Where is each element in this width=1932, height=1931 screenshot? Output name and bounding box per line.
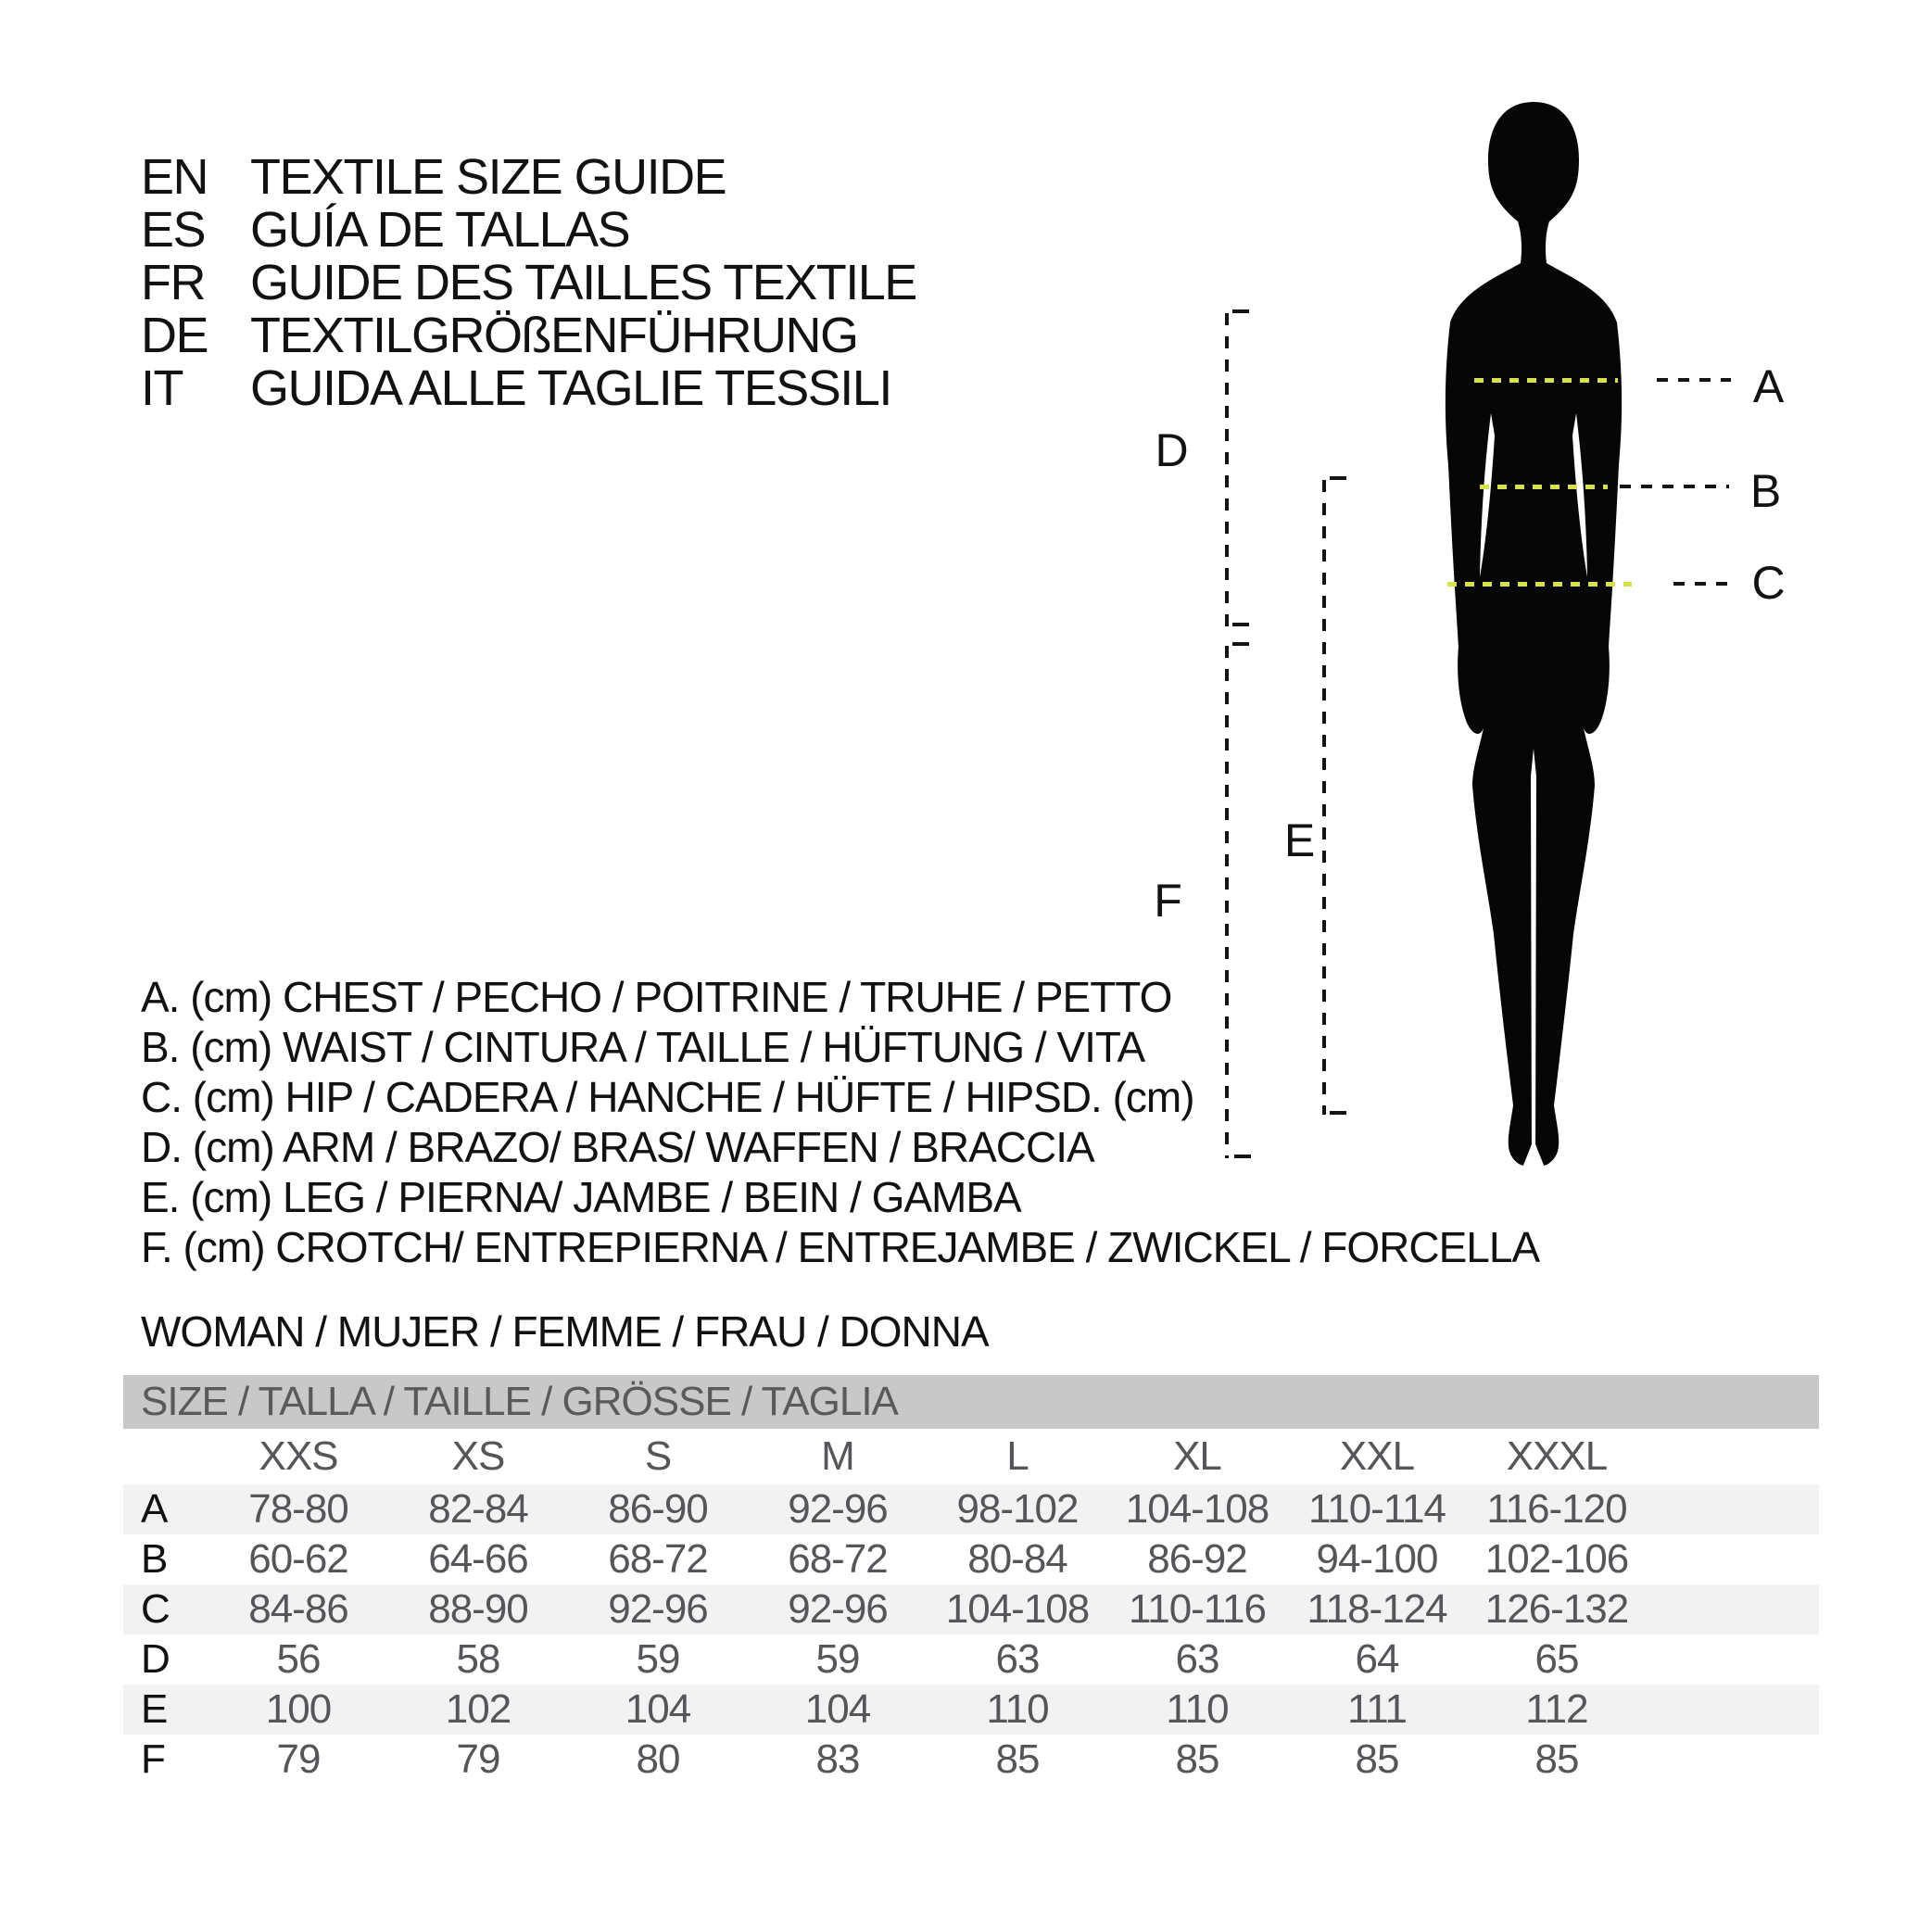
measure-tick-f-bottom (1234, 1155, 1251, 1158)
size-column-xxl: XXL (1339, 1433, 1415, 1479)
legend-line-b: B. (cm) WAIST / CINTURA / TAILLE / HÜFTUNG / VITA (141, 1023, 1145, 1071)
cell: 111 (1347, 1686, 1407, 1732)
size-column-xxs: XXS (259, 1433, 338, 1479)
table-row (123, 1484, 1819, 1534)
cell: 64-66 (428, 1536, 528, 1582)
cell: 88-90 (428, 1586, 528, 1632)
table-row (123, 1685, 1819, 1735)
cell: 68-72 (788, 1536, 888, 1582)
table-row (123, 1534, 1819, 1584)
measure-tick-e-bottom (1330, 1111, 1346, 1115)
size-column-xs: XS (451, 1433, 505, 1479)
size-column-xxxl: XXXL (1506, 1433, 1608, 1479)
cell: 112 (1525, 1686, 1588, 1732)
size-table-header-bar (123, 1375, 1819, 1429)
measure-tick-d-top (1232, 309, 1249, 313)
legend-line-e: E. (cm) LEG / PIERNA/ JAMBE / BEIN / GAMBA (141, 1173, 1021, 1221)
cell: 104 (804, 1686, 871, 1732)
cell: 65 (1534, 1636, 1579, 1682)
cell: 82-84 (428, 1486, 528, 1532)
cell: 86-90 (608, 1486, 708, 1532)
measure-tick-e-top (1330, 476, 1346, 480)
measure-line-a-dash (1657, 378, 1731, 382)
cell: 92-96 (608, 1586, 708, 1632)
cell: 68-72 (608, 1536, 708, 1582)
measure-line-c-dash (1673, 582, 1731, 586)
woman-silhouette (1395, 100, 1673, 1175)
table-group-title: WOMAN / MUJER / FEMME / FRAU / DONNA (141, 1307, 989, 1356)
cell: 102 (445, 1686, 511, 1732)
measure-line-c-accent (1447, 582, 1632, 587)
cell: 118-124 (1307, 1586, 1447, 1632)
cell: 63 (995, 1636, 1040, 1682)
woman-silhouette-svg (1395, 100, 1673, 1175)
legend-line-d: D. (cm) ARM / BRAZO/ BRAS/ WAFFEN / BRACCIA (141, 1123, 1094, 1171)
row-label: B (141, 1536, 168, 1582)
legend-line-f: F. (cm) CROTCH/ ENTREPIERNA / ENTREJAMBE / ZWICKEL / FORCELLA (141, 1223, 1540, 1271)
size-table-header-text: SIZE / TALLA / TAILLE / GRÖSSE / TAGLIA (141, 1379, 898, 1424)
cell: 110 (986, 1686, 1049, 1732)
language-row (141, 203, 629, 257)
cell: 59 (636, 1636, 680, 1682)
size-column-s: S (644, 1433, 672, 1479)
language-code: IT (141, 360, 183, 416)
table-row (123, 1634, 1819, 1685)
cell: 110 (1166, 1686, 1229, 1732)
cell: 80 (636, 1736, 680, 1782)
cell: 63 (1175, 1636, 1219, 1682)
language-title: GUIDE DES TAILLES TEXTILE (250, 255, 916, 310)
measure-label-f: F (1154, 875, 1181, 927)
cell: 59 (815, 1636, 860, 1682)
cell: 58 (456, 1636, 500, 1682)
row-label: C (141, 1586, 170, 1632)
language-code: DE (141, 308, 208, 363)
cell: 60-62 (248, 1536, 348, 1582)
measure-line-b-accent (1480, 485, 1608, 489)
measure-label-a: A (1752, 360, 1784, 412)
measure-label-c: C (1751, 557, 1785, 609)
legend-line-c: C. (cm) HIP / CADERA / HANCHE / HÜFTE / HIPSD. (cm) (141, 1073, 1194, 1121)
cell: 98-102 (956, 1486, 1079, 1532)
cell: 84-86 (248, 1586, 348, 1632)
measure-label-e: E (1283, 814, 1315, 866)
measure-tick-f-top (1232, 642, 1249, 646)
cell: 79 (276, 1736, 321, 1782)
language-code: EN (141, 149, 208, 205)
cell: 85 (995, 1736, 1040, 1782)
cell: 86-92 (1147, 1536, 1247, 1582)
cell: 110-116 (1129, 1586, 1266, 1632)
language-row (141, 256, 916, 309)
cell: 104-108 (945, 1586, 1090, 1632)
row-label: E (141, 1686, 168, 1732)
size-table (123, 1375, 1819, 1785)
cell: 85 (1534, 1736, 1579, 1782)
measure-label-d: D (1155, 424, 1188, 476)
row-label: A (141, 1486, 168, 1532)
language-title: GUIDA ALLE TAGLIE TESSILI (250, 360, 891, 416)
language-row (141, 361, 891, 415)
language-title: TEXTILGRÖßENFÜHRUNG (250, 308, 858, 363)
cell: 104-108 (1125, 1486, 1269, 1532)
table-row (123, 1735, 1819, 1785)
cell: 126-132 (1484, 1586, 1629, 1632)
measure-line-e (1322, 480, 1326, 1115)
cell: 92-96 (788, 1586, 888, 1632)
language-code: ES (141, 202, 206, 258)
size-column-m: M (821, 1433, 854, 1479)
measure-line-a-accent (1474, 378, 1618, 383)
cell: 56 (276, 1636, 321, 1682)
language-code: FR (141, 255, 205, 310)
size-columns-row (123, 1429, 1819, 1484)
cell: 104 (625, 1686, 691, 1732)
size-column-xl: XL (1173, 1433, 1221, 1479)
cell: 102-106 (1484, 1536, 1629, 1582)
size-column-l: L (1006, 1433, 1029, 1479)
language-row (141, 150, 726, 204)
cell: 92-96 (788, 1486, 888, 1532)
cell: 83 (815, 1736, 860, 1782)
row-label: D (141, 1636, 170, 1682)
measure-tick-d-bottom (1232, 623, 1249, 626)
cell: 80-84 (967, 1536, 1067, 1582)
table-row (123, 1584, 1819, 1634)
cell: 64 (1355, 1636, 1399, 1682)
language-row (141, 309, 858, 362)
cell: 85 (1355, 1736, 1399, 1782)
cell: 116-120 (1486, 1486, 1627, 1532)
measure-line-b-dash (1620, 485, 1729, 488)
row-label: F (141, 1736, 165, 1782)
cell: 100 (265, 1686, 332, 1732)
cell: 110-114 (1308, 1486, 1446, 1532)
measure-line-f (1225, 646, 1229, 1158)
measure-line-d (1225, 313, 1229, 628)
measure-label-b: B (1749, 465, 1781, 517)
cell: 79 (456, 1736, 500, 1782)
legend-line-a: A. (cm) CHEST / PECHO / POITRINE / TRUHE / PETTO (141, 973, 1172, 1021)
language-title: GUÍA DE TALLAS (250, 202, 630, 258)
cell: 94-100 (1316, 1536, 1438, 1582)
cell: 85 (1175, 1736, 1219, 1782)
cell: 78-80 (248, 1486, 348, 1532)
language-title: TEXTILE SIZE GUIDE (250, 149, 726, 205)
